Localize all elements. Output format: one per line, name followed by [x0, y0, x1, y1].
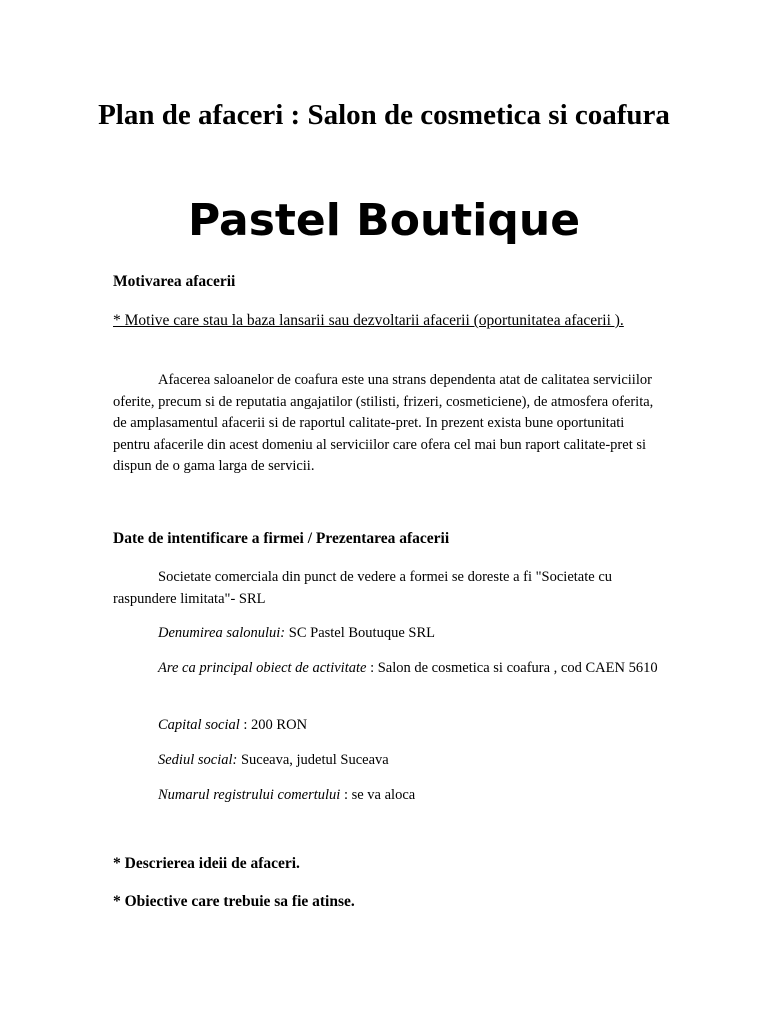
field-value: Suceava, judetul Suceava — [237, 752, 389, 768]
brand-name: Pastel Boutique — [187, 195, 581, 246]
field-value: SC Pastel Boutuque SRL — [285, 625, 435, 641]
field-main-activity — [113, 657, 658, 679]
section-subheading-motives: * Motive care stau la baza lansarii sau dezvoltarii afacerii (oportunitatea afacerii ). — [113, 312, 624, 329]
field-value: : se va aloca — [340, 787, 416, 803]
section-heading-motivation: Motivarea afacerii — [113, 273, 236, 290]
field-label: Sediul social: — [158, 752, 238, 768]
field-label: Capital social — [158, 717, 240, 733]
field-capital — [113, 714, 658, 736]
field-label: Denumirea salonului: — [158, 625, 286, 641]
field-label: Are ca principal obiect de activitate — [158, 660, 367, 676]
section-heading-identification: Date de intentificare a firmei / Prezentarea afacerii — [113, 530, 450, 547]
paragraph-company-form: Societate comerciala din punct de vedere a formei se doreste a fi "Societate cu raspundere limitata"- SRL — [113, 569, 613, 607]
field-value: : Salon de cosmetica si coafura , cod CAEN 5610 — [366, 660, 658, 676]
field-label: Numarul registrului comertului — [158, 787, 341, 803]
field-registry-number — [113, 784, 658, 806]
bullet-business-idea: * Descrierea ideii de afaceri. — [113, 855, 300, 872]
field-headquarters — [113, 749, 658, 771]
paragraph-motivation: Afacerea saloanelor de coafura este una strans dependenta atat de calitatea serviciilor oferite, precum si de reputatia angajatilor (stilisti, frizeri, cosmeticiene), de atmosfera oferita, de amplasamentul afacerii si de raportul calitate-pret. In prezent exista bune oportunitati pentru afacerile din acest domeniu al serviciilor care ofera cel mai bun raport calitate-pret si dispun de o gama larga de servicii. — [113, 372, 654, 474]
bullet-objectives: * Obiective care trebuie sa fie atinse. — [113, 893, 355, 910]
field-salon-name — [113, 622, 658, 644]
field-value: : 200 RON — [239, 717, 308, 733]
document-title: Plan de afaceri : Salon de cosmetica si coafura — [98, 99, 670, 131]
